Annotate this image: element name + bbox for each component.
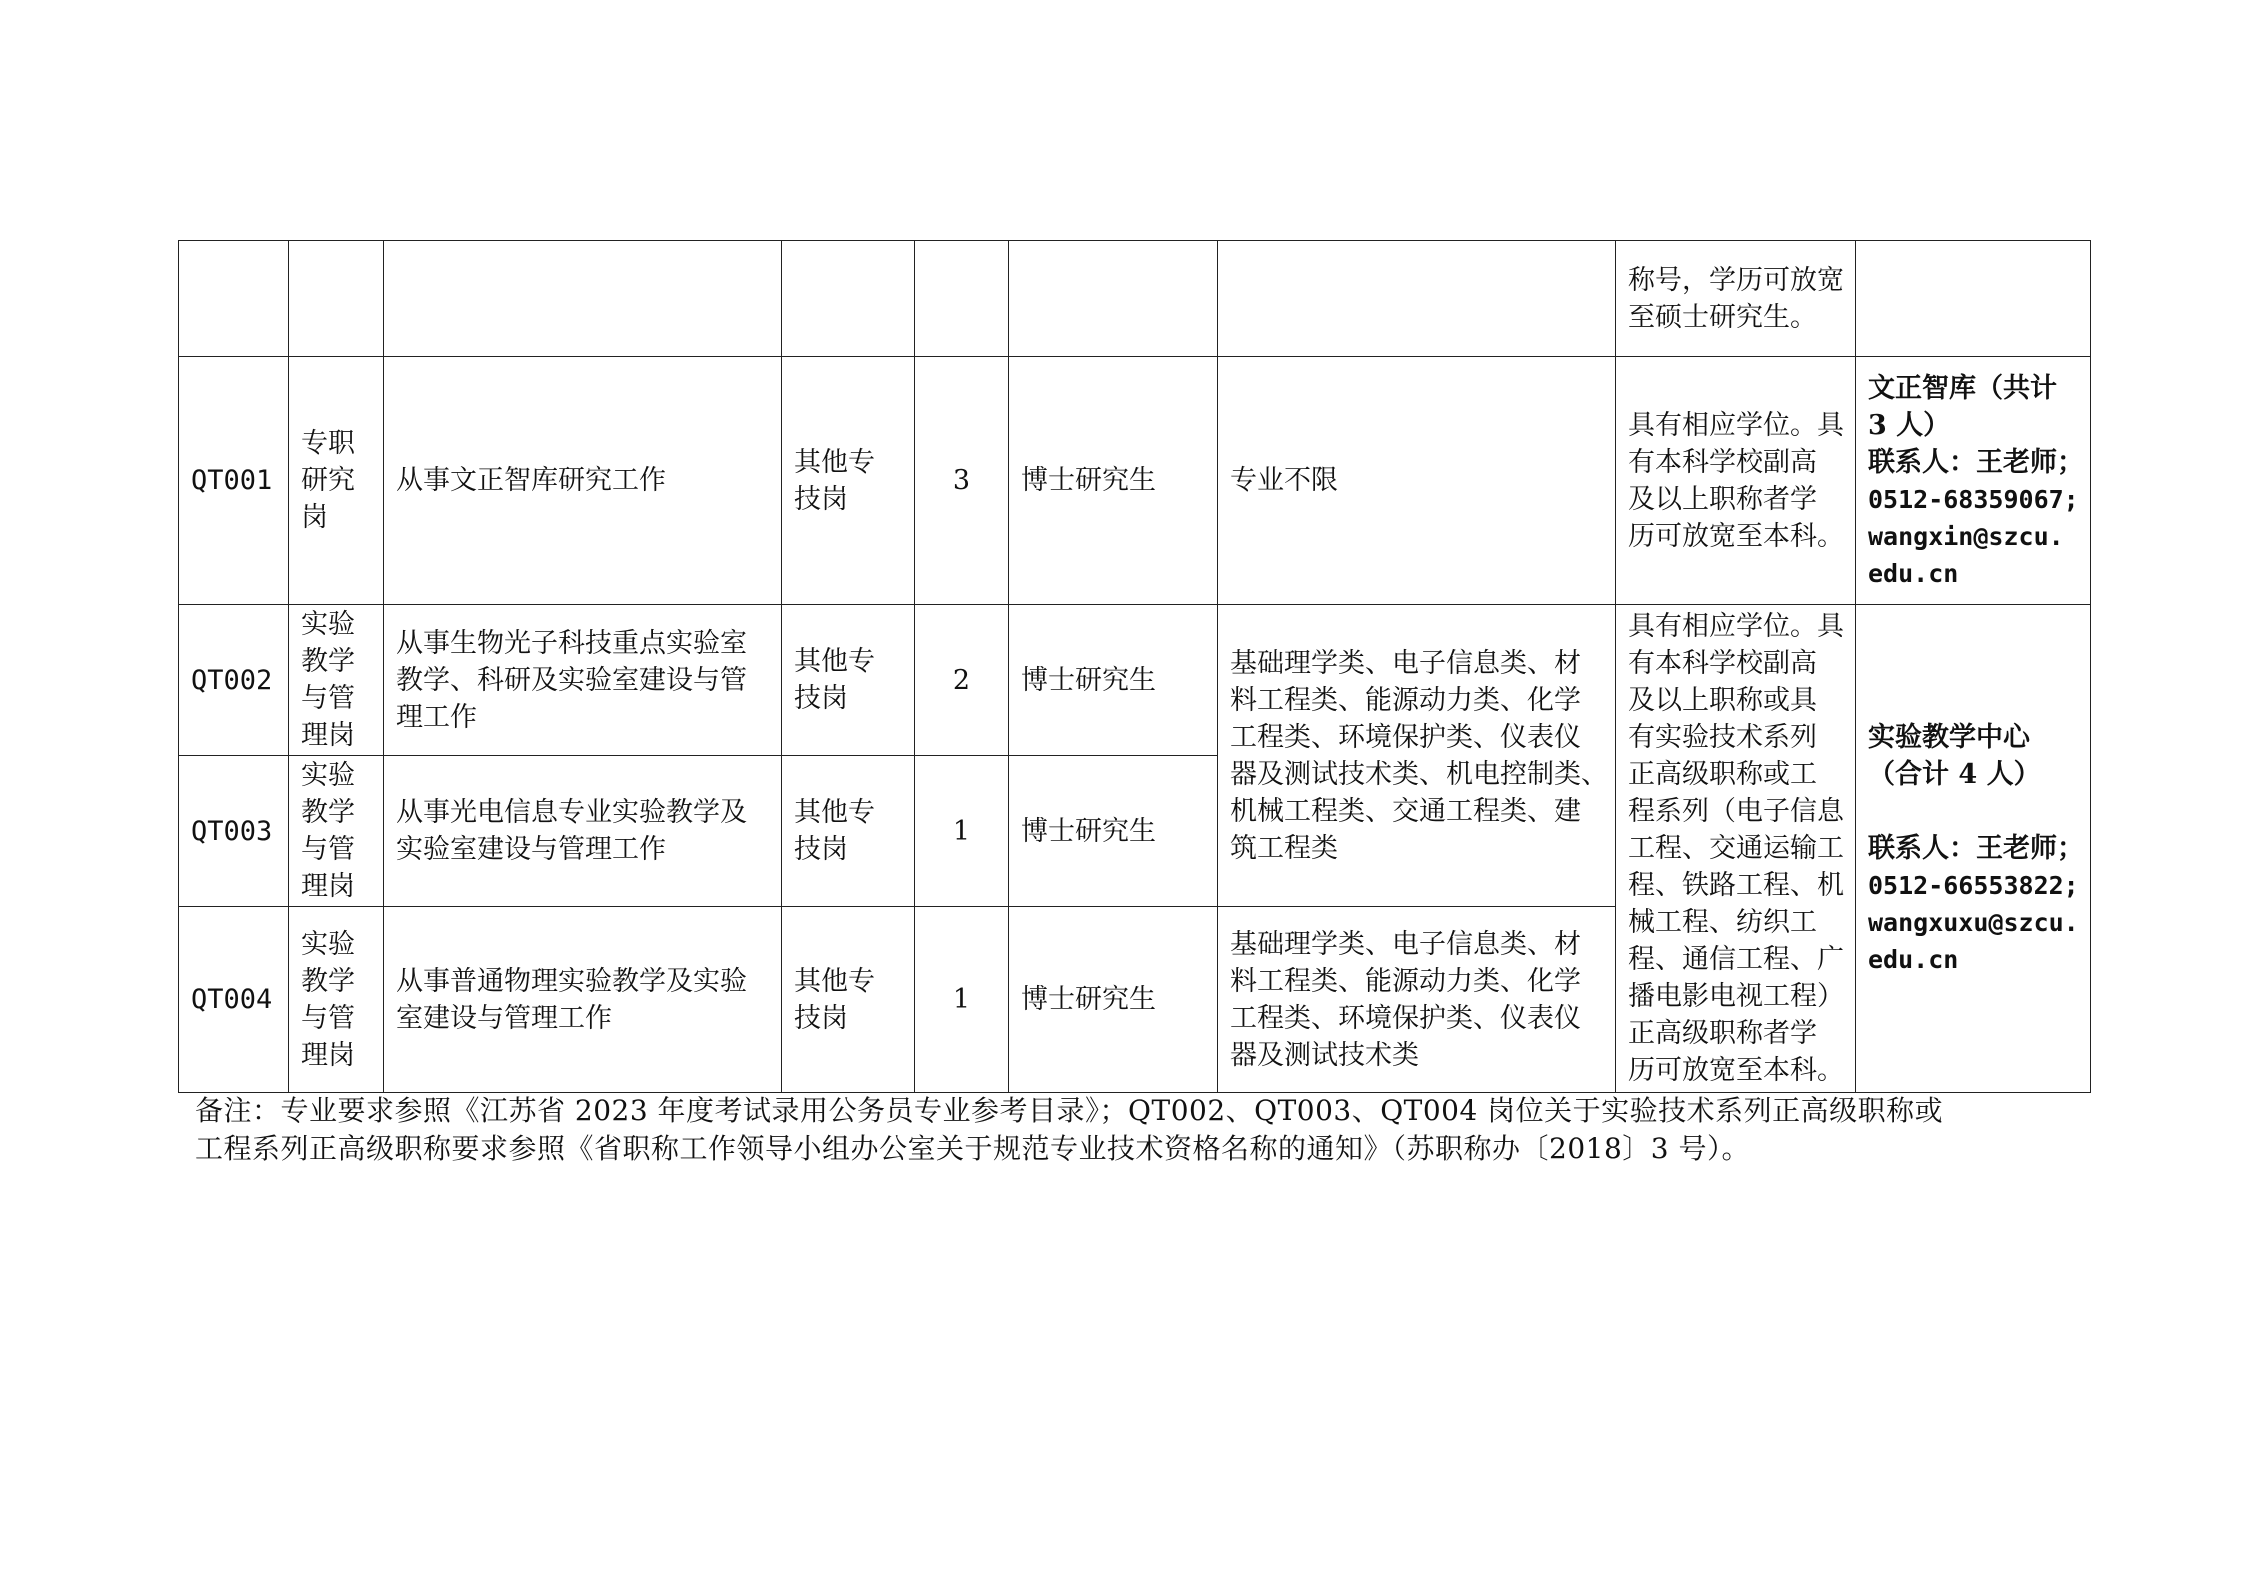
major-cell (1218, 907, 1616, 1093)
post-name: 岗 (301, 502, 328, 533)
requirement-text: 及以上职称者学 (1628, 483, 1817, 515)
contact-email: edu.cn (1868, 558, 1959, 588)
duty-text: 室建设与管理工作 (396, 1002, 612, 1034)
duty-text: 理工作 (396, 701, 477, 733)
remark-line: 备注：专业要求参照《江苏省 2023 年度考试录用公务员专业参考目录》；QT002、QT003、QT004 岗位关于实验技术系列正高级职称或 (195, 1094, 1944, 1127)
table-row (179, 605, 2091, 756)
requirement-text: 称号，学历可放宽 (1628, 264, 1844, 296)
category-text: 其他专 (794, 446, 875, 478)
department-cell (1856, 241, 2091, 357)
position-code: QT004 (179, 907, 289, 1093)
major-text: 筑工程类 (1230, 832, 1338, 864)
table-row (179, 357, 2091, 605)
duty-cell (384, 605, 782, 756)
post-name-cell (289, 605, 384, 756)
major-text: 基础理学类、电子信息类、材 (1230, 928, 1581, 960)
code-cell (179, 241, 289, 357)
requirement-text: 正高级职称或工 (1628, 759, 1817, 790)
duty-text: 从事生物光子科技重点实验室 (396, 627, 747, 659)
post-name-cell (289, 907, 384, 1093)
post-name-cell (289, 756, 384, 907)
contact-phone: 0512-66553822; (1868, 871, 2079, 900)
post-cell (289, 241, 384, 357)
category-cell (782, 907, 915, 1093)
major-text: 料工程类、能源动力类、化学 (1230, 965, 1581, 997)
requirement-cell (1616, 357, 1856, 605)
contact-person: 联系人：王老师； (1868, 833, 2084, 864)
department-name: 文正智库（共计 (1868, 372, 2057, 404)
department-name: 实验教学中心 (1868, 722, 2030, 753)
department-name: （合计 4 人） (1868, 759, 2041, 790)
footnote-remark (195, 1092, 2095, 1168)
requirement-text: 程、铁路工程、机 (1628, 870, 1844, 901)
requirement-text: 程、通信工程、广 (1628, 944, 1844, 975)
major-text: 料工程类、能源动力类、化学 (1230, 684, 1581, 716)
category-text: 其他专 (794, 797, 875, 828)
requirement-text: 有本科学校副高 (1628, 648, 1817, 679)
requirement-text: 有本科学校副高 (1628, 446, 1817, 478)
category-text: 其他专 (794, 965, 875, 997)
major-text: 器及测试技术类、机电控制类、 (1230, 758, 1608, 790)
duty-cell: 从事文正智库研究工作 (384, 357, 782, 605)
major-cell (1218, 241, 1616, 357)
post-name: 与管 (301, 834, 355, 865)
major-text: 基础理学类、电子信息类、材 (1230, 647, 1581, 679)
post-name-cell (289, 357, 384, 605)
major-text: 器及测试技术类 (1230, 1039, 1419, 1071)
remark-line: 工程系列正高级职称要求参照《省职称工作领导小组办公室关于规范专业技术资格名称的通知》（苏职称办〔2018〕3 号）。 (195, 1132, 1750, 1165)
contact-email: wangxin@szcu. (1868, 521, 2064, 551)
requirement-text: 程系列（电子信息 (1628, 796, 1844, 827)
requirement-text: 播电影电视工程） (1628, 981, 1844, 1012)
requirement-text: 至硕士研究生。 (1628, 301, 1817, 333)
department-name: 3 人） (1868, 409, 1951, 441)
duty-text: 从事普通物理实验教学及实验 (396, 965, 747, 997)
hire-count: 1 (915, 907, 1009, 1093)
education-cell: 博士研究生 (1009, 756, 1218, 907)
education-cell: 博士研究生 (1009, 605, 1218, 756)
duty-cell (384, 907, 782, 1093)
duty-text: 实验室建设与管理工作 (396, 834, 666, 865)
contact-email: edu.cn (1868, 945, 1959, 974)
major-text: 工程类、环境保护类、仪表仪 (1230, 721, 1581, 753)
post-name: 实验 (301, 609, 355, 640)
requirement-text: 工程、交通运输工 (1628, 833, 1844, 864)
requirement-text: 有实验技术系列 (1628, 722, 1817, 753)
category-text: 技岗 (794, 483, 848, 515)
post-name: 教学 (301, 646, 355, 677)
requirement-text: 具有相应学位。具 (1628, 611, 1844, 642)
department-cell (1856, 605, 2091, 1093)
post-name: 教学 (301, 965, 355, 997)
category-cell (782, 357, 915, 605)
hire-count: 1 (915, 756, 1009, 907)
contact-person: 联系人：王老师； (1868, 446, 2084, 478)
spacer (1868, 793, 2078, 830)
requirement-cell (1616, 241, 1856, 357)
major-text: 机械工程类、交通工程类、建 (1230, 795, 1581, 827)
category-text: 技岗 (794, 834, 848, 865)
department-cell (1856, 357, 2091, 605)
post-name: 与管 (301, 683, 355, 714)
category-cell (782, 605, 915, 756)
major-cell (1218, 605, 1616, 907)
category-text: 技岗 (794, 683, 848, 714)
position-code: QT002 (179, 605, 289, 756)
requirement-text: 具有相应学位。具 (1628, 409, 1844, 441)
post-name: 教学 (301, 797, 355, 828)
category-cell (782, 241, 915, 357)
post-name: 理岗 (301, 1039, 355, 1071)
education-cell: 博士研究生 (1009, 357, 1218, 605)
education-cell (1009, 241, 1218, 357)
duty-cell (384, 241, 782, 357)
requirement-text: 历可放宽至本科。 (1628, 520, 1844, 552)
requirement-text: 械工程、纺织工 (1628, 907, 1817, 938)
requirement-cell (1616, 605, 1856, 1093)
duty-text: 从事光电信息专业实验教学及 (396, 797, 747, 828)
contact-email: wangxuxu@szcu. (1868, 908, 2079, 937)
contact-phone: 0512-68359067; (1868, 484, 2079, 514)
post-name: 理岗 (301, 871, 355, 902)
requirement-text: 历可放宽至本科。 (1628, 1055, 1844, 1086)
hire-count: 2 (915, 605, 1009, 756)
category-cell (782, 756, 915, 907)
post-name: 理岗 (301, 720, 355, 751)
post-name: 实验 (301, 760, 355, 791)
post-name: 实验 (301, 928, 355, 960)
position-code: QT003 (179, 756, 289, 907)
requirement-text: 及以上职称或具 (1628, 685, 1817, 716)
table-row (179, 241, 2091, 357)
category-text: 技岗 (794, 1002, 848, 1034)
duty-text: 教学、科研及实验室建设与管 (396, 664, 747, 696)
requirement-text: 正高级职称者学 (1628, 1018, 1817, 1049)
post-name: 专职 (301, 428, 355, 459)
count-cell (915, 241, 1009, 357)
recruitment-table (178, 240, 2091, 1093)
major-text: 工程类、环境保护类、仪表仪 (1230, 1002, 1581, 1034)
post-name: 与管 (301, 1002, 355, 1034)
post-name: 研究 (301, 465, 355, 496)
education-cell: 博士研究生 (1009, 907, 1218, 1093)
major-cell: 专业不限 (1218, 357, 1616, 605)
position-code: QT001 (179, 357, 289, 605)
duty-cell (384, 756, 782, 907)
hire-count: 3 (915, 357, 1009, 605)
category-text: 其他专 (794, 646, 875, 677)
